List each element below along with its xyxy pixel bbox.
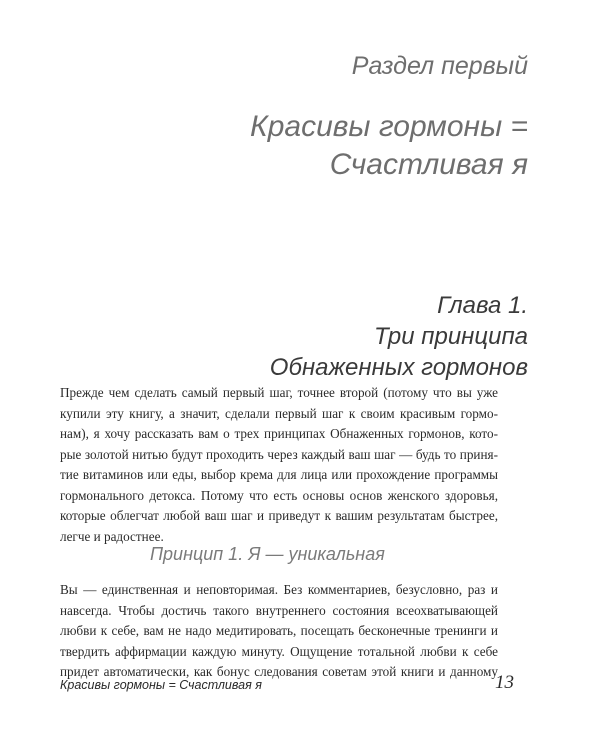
intro-paragraph [60,383,498,547]
paragraph-line: купили эту книгу, а значит, сделали первый шаг к своим красивым гормо- [60,405,498,421]
paragraph-line: придет автоматически, как бонус следования советам этой книги и данному [60,664,498,679]
principle-paragraph [60,580,498,683]
paragraph-line: легче и радостнее. [60,528,164,544]
running-footer-title: Красивы гормоны = Счастливая я [60,678,262,692]
section-title-line: Красивы гормоны = [250,110,528,143]
paragraph-line: любви к себе, вам не надо медитировать, посещать бесконечные тренинги и [60,623,498,638]
paragraph-line: навсегда. Чтобы достичь такого внутреннего состояния всеохватывающей [60,602,498,618]
paragraph-line: гормонального детокса. Потому что есть основы основ женского здоровья, [60,487,498,503]
paragraph-line: которые облегчат любой ваш шаг и приведут к вашим результатам быстрее, [60,508,498,523]
section-label: Раздел первый [351,52,528,80]
paragraph-line: нам), я хочу рассказать вам о трех принципах Обнаженных гормонов, кото- [60,426,498,441]
section-title [250,108,528,184]
chapter-number: Глава 1. [437,292,528,319]
paragraph-line: тие витаминов или еды, выбор крема для лица или прохождение программы [60,467,498,482]
paragraph-line: Вы — единственная и неповторимая. Без комментариев, безусловно, раз и [60,582,498,597]
chapter-title-line: Обнаженных гормонов [269,354,528,381]
chapter-title-line: Три принципа [374,323,528,350]
chapter-heading [270,290,528,383]
page-number: 13 [495,672,514,693]
paragraph-line: твердить аффирмации каждую минуту. Ощущение тотальной любви к себе [60,643,498,659]
paragraph-line: рые золотой нитью будут проходить через каждый ваш шаг — будь то приня- [60,446,498,462]
principle-heading: Принцип 1. Я — уникальная [150,544,385,564]
paragraph-line: Прежде чем сделать самый первый шаг, точнее второй (потому что вы уже [60,385,498,400]
section-title-line: Счастливая я [329,148,528,181]
